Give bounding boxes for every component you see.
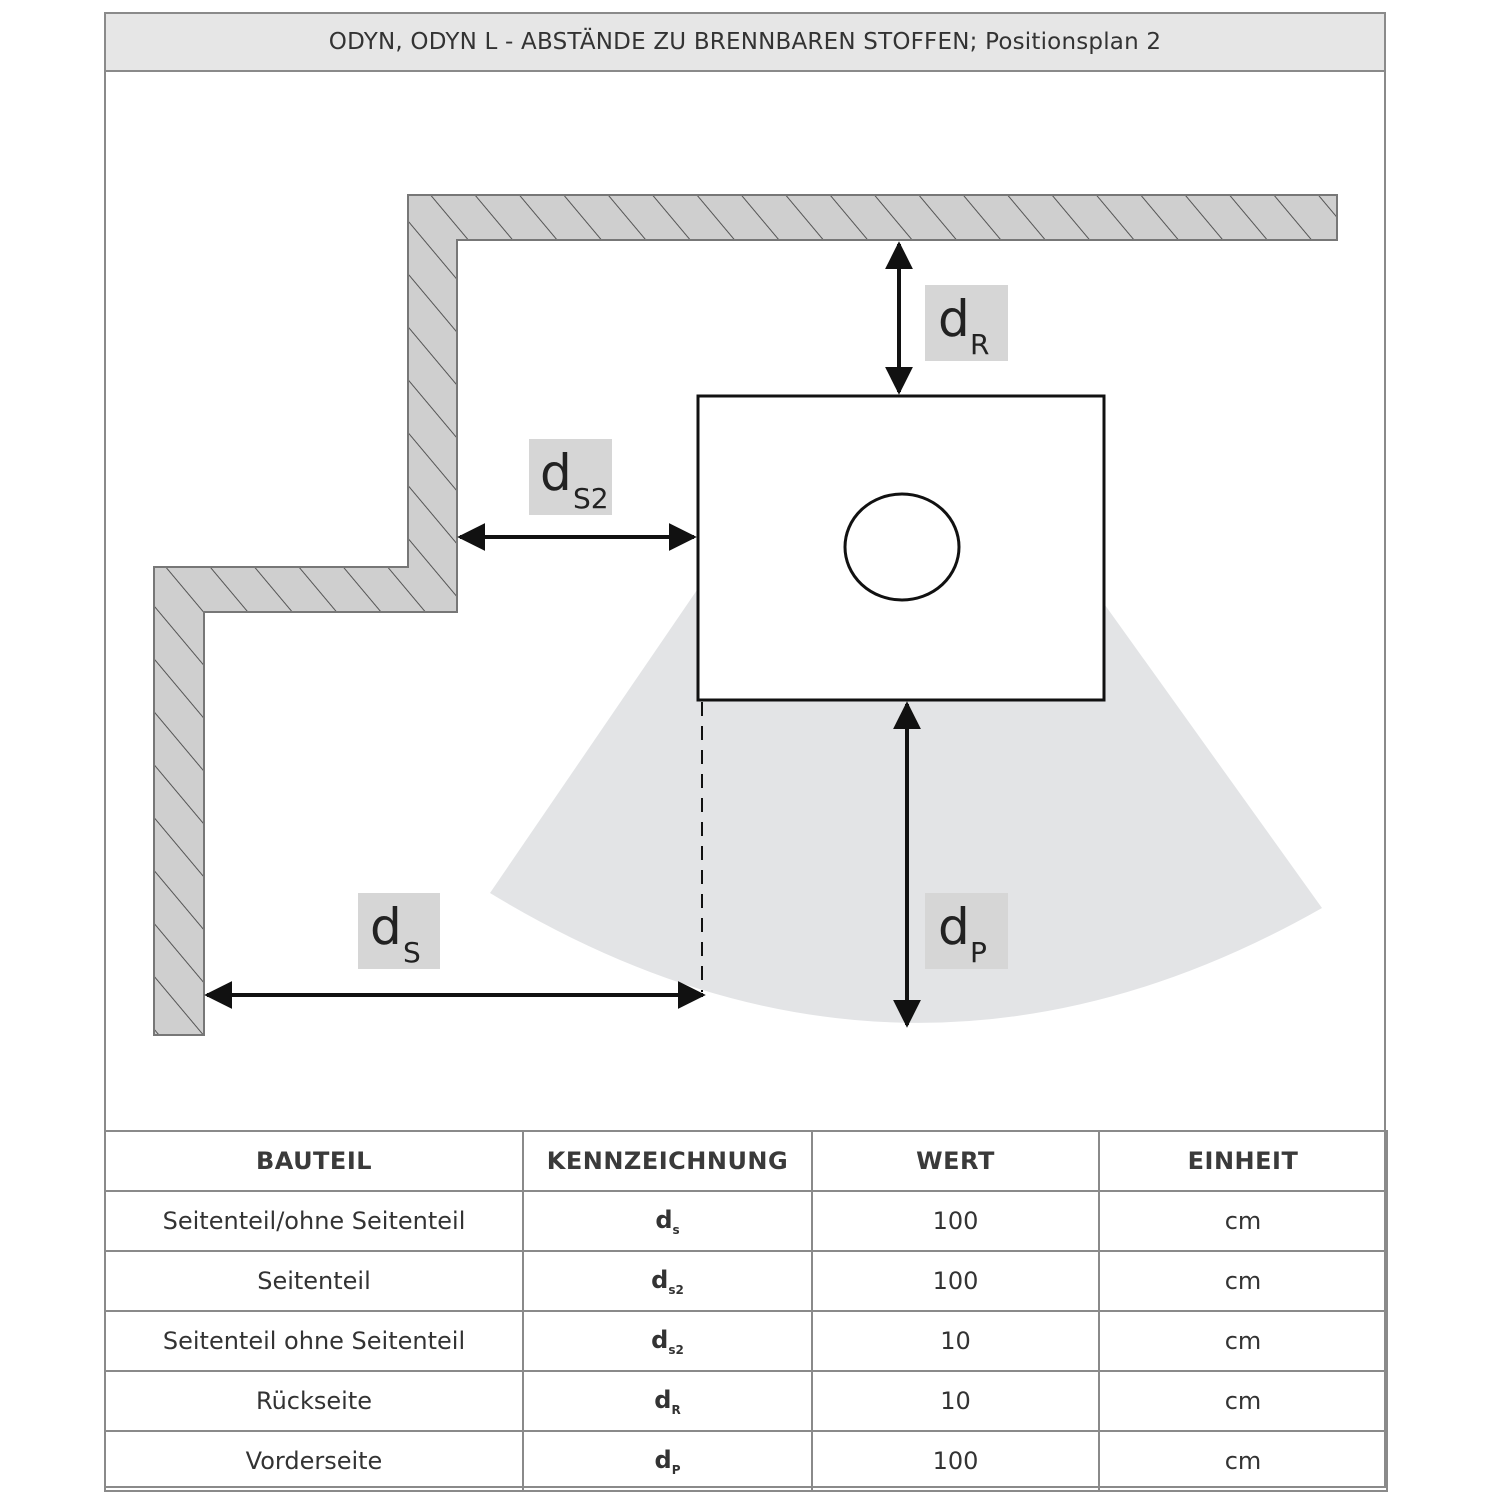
svg-text:P: P [970,936,987,969]
cell-bauteil: Rückseite [105,1371,523,1431]
cell-kennzeichnung: $d_P$ [523,1431,812,1491]
cell-bauteil: Seitenteil [105,1251,523,1311]
table-header-row [105,1131,1387,1191]
cell-kennzeichnung: $d_{s2}$ [523,1311,812,1371]
label-dR [925,285,1008,361]
svg-text:d: d [938,898,970,956]
cell-kennzeichnung: $d_{s2}$ [523,1251,812,1311]
header-einheit: EINHEIT [1099,1131,1387,1191]
cell-einheit: cm [1099,1311,1387,1371]
cell-bauteil: Vorderseite [105,1431,523,1491]
cell-wert: 100 [812,1191,1099,1251]
svg-text:S: S [403,936,421,969]
svg-text:d: d [540,444,572,502]
svg-text:d: d [938,290,970,348]
label-dP [925,893,1008,969]
cell-einheit: cm [1099,1191,1387,1251]
header-kennzeichnung: KENNZEICHNUNG [523,1131,812,1191]
cell-einheit: cm [1099,1371,1387,1431]
table-row [105,1371,1387,1431]
clearance-table [104,1130,1388,1492]
label-dS2 [529,439,612,515]
cell-wert: 100 [812,1431,1099,1491]
header-wert: WERT [812,1131,1099,1191]
svg-text:R: R [970,328,990,361]
cell-wert: 100 [812,1251,1099,1311]
cell-einheit: cm [1099,1431,1387,1491]
cell-wert: 10 [812,1371,1099,1431]
cell-kennzeichnung: $d_s$ [523,1191,812,1251]
cell-bauteil: Seitenteil/ohne Seitenteil [105,1191,523,1251]
table-row [105,1191,1387,1251]
page-title: ODYN, ODYN L - ABSTÄNDE ZU BRENNBAREN STOFFEN; Positionsplan 2 [328,29,1162,55]
header-bauteil: BAUTEIL [105,1131,523,1191]
table-row [105,1251,1387,1311]
label-dS [358,893,440,969]
svg-text:S2: S2 [573,482,609,515]
svg-text:d: d [370,898,402,956]
cell-bauteil: Seitenteil ohne Seitenteil [105,1311,523,1371]
cell-kennzeichnung: $d_R$ [523,1371,812,1431]
cell-wert: 10 [812,1311,1099,1371]
table-row [105,1311,1387,1371]
table-row [105,1431,1387,1491]
cell-einheit: cm [1099,1251,1387,1311]
flue-outlet [845,494,959,600]
